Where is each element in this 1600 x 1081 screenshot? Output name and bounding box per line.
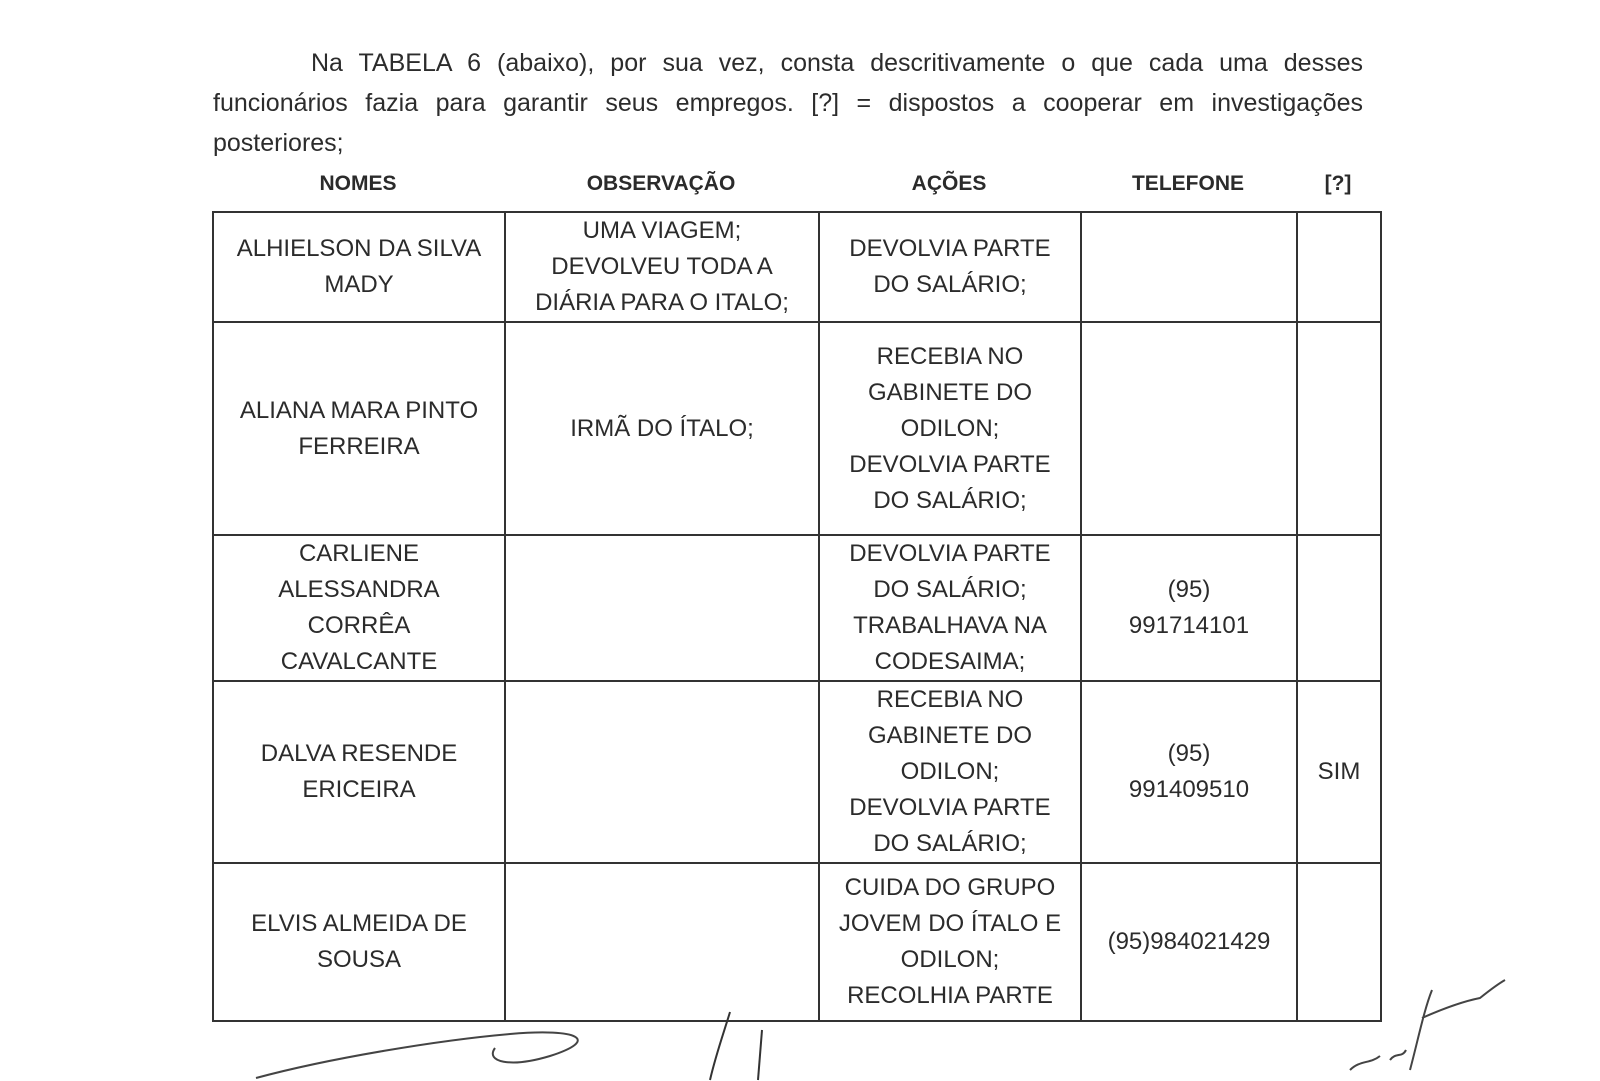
phone-line: 991714101 <box>1128 612 1250 639</box>
signature-mark-1 <box>250 1000 610 1081</box>
cooperate-cell <box>1297 322 1381 535</box>
name-line: SOUSA <box>316 946 402 973</box>
header-acoes: AÇÕES <box>911 172 987 195</box>
actions-line: ODILON; <box>900 946 1000 973</box>
name-line: ALHIELSON DA SILVA <box>236 235 482 262</box>
actions-cell <box>819 212 1081 322</box>
actions-line: RECEBIA NO <box>876 342 1024 370</box>
phone-line: (95) <box>1167 576 1211 603</box>
actions-line: RECEBIA NO <box>876 686 1024 713</box>
actions-line: RECOLHIA PARTE <box>847 982 1053 1009</box>
phone-cell <box>1081 322 1297 535</box>
name-line: ELVIS ALMEIDA DE <box>251 910 467 937</box>
name-line: FERREIRA <box>298 432 420 460</box>
signature-mark-2 <box>700 1010 800 1081</box>
actions-line: DEVOLVIA PARTE <box>849 450 1051 478</box>
header-nomes: NOMES <box>319 172 397 195</box>
actions-line: DO SALÁRIO; <box>873 830 1027 857</box>
phone-line: (95)984021429 <box>1107 928 1271 955</box>
observation-cell <box>505 863 819 1021</box>
table-row <box>213 863 1381 1021</box>
header-observacao: OBSERVAÇÃO <box>586 172 736 195</box>
cooperate-value: SIM <box>1317 758 1361 785</box>
phone-cell <box>1081 212 1297 322</box>
actions-line: DEVOLVIA PARTE <box>849 794 1051 821</box>
cooperate-cell <box>1297 212 1381 322</box>
name-line: DALVA RESENDE <box>260 740 458 767</box>
name-cell <box>213 863 505 1021</box>
phone-cell <box>1081 863 1297 1021</box>
actions-line: DO SALÁRIO; <box>873 576 1027 603</box>
phone-line: 991409510 <box>1128 776 1250 803</box>
table-row <box>213 535 1381 681</box>
actions-line: DEVOLVIA PARTE <box>849 540 1051 567</box>
actions-line: TRABALHAVA NA <box>853 612 1047 639</box>
actions-cell <box>819 681 1081 863</box>
name-line: ALIANA MARA PINTO <box>239 396 479 424</box>
name-cell <box>213 681 505 863</box>
cooperate-cell <box>1297 681 1381 863</box>
phone-line: (95) <box>1167 740 1211 767</box>
observation-line: DIÁRIA PARA O ITALO; <box>535 289 789 316</box>
employees-table <box>212 211 1382 1022</box>
phone-cell <box>1081 535 1297 681</box>
employees-table-body <box>213 212 1381 1021</box>
actions-line: ODILON; <box>900 758 1000 785</box>
observation-line: IRMÃ DO ÍTALO; <box>570 414 754 442</box>
header-telefone: TELEFONE <box>1131 172 1244 195</box>
observation-cell <box>505 212 819 322</box>
name-cell <box>213 535 505 681</box>
actions-line: DEVOLVIA PARTE <box>849 235 1051 262</box>
actions-line: ODILON; <box>900 414 1000 442</box>
name-line: CORRÊA <box>307 612 411 639</box>
actions-cell <box>819 863 1081 1021</box>
actions-line: DO SALÁRIO; <box>873 271 1027 298</box>
name-line: CARLIENE <box>298 540 420 567</box>
table-column-headers <box>0 172 1600 208</box>
observation-cell <box>505 322 819 535</box>
header-cooperate: [?] <box>1324 172 1352 195</box>
actions-line: GABINETE DO <box>867 378 1033 406</box>
phone-cell <box>1081 681 1297 863</box>
observation-line: DEVOLVEU TODA A <box>551 253 773 280</box>
name-cell <box>213 322 505 535</box>
observation-line: UMA VIAGEM; <box>582 217 742 244</box>
actions-line: JOVEM DO ÍTALO E <box>838 910 1062 937</box>
actions-cell <box>819 322 1081 535</box>
cooperate-cell <box>1297 535 1381 681</box>
table-row <box>213 212 1381 322</box>
name-line: ALESSANDRA <box>278 576 440 603</box>
name-line: MADY <box>324 271 394 298</box>
name-line: CAVALCANTE <box>280 648 438 675</box>
actions-line: GABINETE DO <box>867 722 1033 749</box>
actions-line: DO SALÁRIO; <box>873 486 1027 514</box>
intro-text: Na TABELA 6 (abaixo), por sua vez, consta descritivamente o que cada uma desses funcionários fazia para garantir seus empregos. [?] = dispostos a cooperar em investigações posteriores; <box>213 49 1363 157</box>
actions-line: CODESAIMA; <box>874 648 1026 675</box>
observation-cell <box>505 681 819 863</box>
table-row <box>213 322 1381 535</box>
actions-line: CUIDA DO GRUPO <box>844 874 1056 901</box>
intro-paragraph <box>213 43 1363 163</box>
signature-mark-3 <box>1340 960 1510 1081</box>
name-line: ERICEIRA <box>302 776 416 803</box>
table-row <box>213 681 1381 863</box>
observation-cell <box>505 535 819 681</box>
name-cell <box>213 212 505 322</box>
actions-cell <box>819 535 1081 681</box>
